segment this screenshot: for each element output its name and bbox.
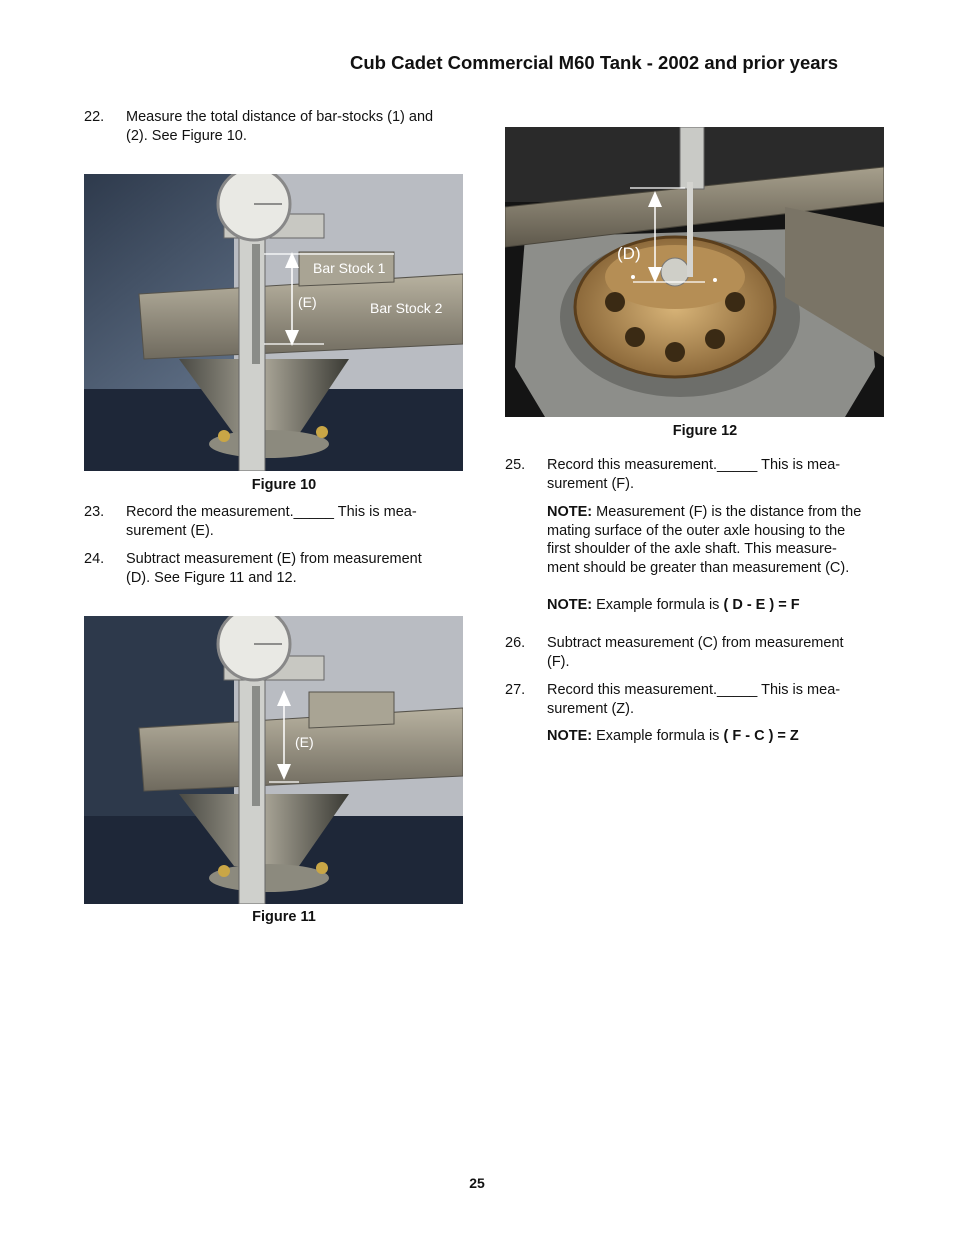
note-formula-f xyxy=(547,596,892,615)
step-27 xyxy=(505,681,895,721)
note-text: Example formula is xyxy=(592,728,724,744)
label-bar-stock-2: Bar Stock 2 xyxy=(370,300,443,316)
step-text: Record the measurement._____ This is mea- surement (E). xyxy=(126,504,417,539)
step-22 xyxy=(84,108,474,148)
step-number: 27. xyxy=(505,682,526,698)
page-title: Cub Cadet Commercial M60 Tank - 2002 and prior years xyxy=(350,52,839,73)
note-text: mating surface of the outer axle housing to the xyxy=(547,522,846,539)
figure-12-photo xyxy=(505,127,884,417)
figure-10-photo xyxy=(84,174,463,471)
step-text: Record this measurement._____ This is mea- surement (F). xyxy=(547,457,841,492)
note-text: ment should be greater than measurement (C). xyxy=(547,559,850,576)
step-text: Subtract measurement (C) from measurement (F). xyxy=(547,635,844,670)
note-label: NOTE: xyxy=(547,597,593,613)
figure-11-photo xyxy=(84,616,463,904)
note-text: Measurement (F) is the distance from the xyxy=(592,504,862,520)
figure-11-caption: Figure 11 xyxy=(252,909,316,925)
step-number: 23. xyxy=(84,504,105,520)
note-text: Example formula is xyxy=(592,597,724,613)
page-number: 25 xyxy=(469,1175,485,1191)
step-text: Subtract measurement (E) from measurement (D). See Figure 11 and 12. xyxy=(126,551,422,586)
figure-12-caption: Figure 12 xyxy=(672,423,738,439)
label-e: (E) xyxy=(298,294,317,310)
step-24 xyxy=(84,550,474,590)
step-number: 25. xyxy=(505,457,526,473)
label-bar-stock-1: Bar Stock 1 xyxy=(313,260,386,276)
step-number: 24. xyxy=(84,551,105,567)
step-number: 22. xyxy=(84,109,105,125)
note-formula: ( D - E ) = F xyxy=(723,597,800,613)
step-number: 26. xyxy=(505,635,526,651)
label-d: (D) xyxy=(617,244,641,263)
note-text: first shoulder of the axle shaft. This measure- xyxy=(547,541,837,557)
figure-10-caption: Figure 10 xyxy=(251,477,317,493)
step-text: Measure the total distance of bar-stocks (1) and (2). See Figure 10. xyxy=(126,109,434,144)
label-e: (E) xyxy=(295,734,314,750)
step-25 xyxy=(505,456,895,496)
step-26 xyxy=(505,634,895,674)
step-text: Record this measurement._____ This is mea- surement (Z). xyxy=(547,682,841,717)
note-label: NOTE: xyxy=(547,728,593,744)
note-measurement-f xyxy=(547,503,892,577)
note-label: NOTE: xyxy=(547,504,593,520)
step-23 xyxy=(84,503,474,543)
note-formula: ( F - C ) = Z xyxy=(723,728,799,744)
note-formula-z xyxy=(547,727,892,746)
